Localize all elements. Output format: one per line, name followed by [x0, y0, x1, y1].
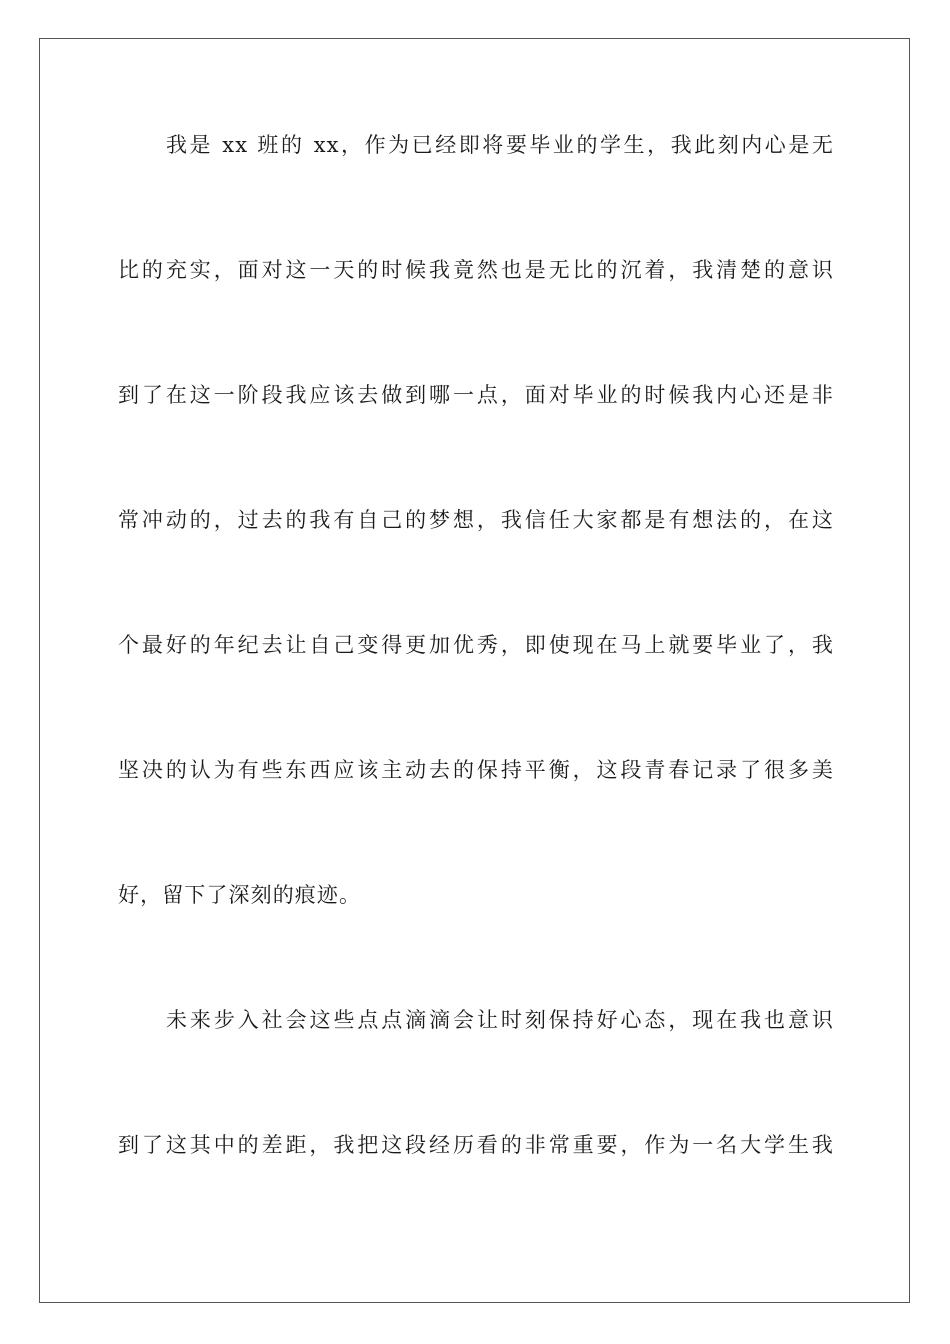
- paragraph-1-line-6: 坚决的认为有些东西应该主动去的保持平衡，这段青春记录了很多美: [118, 758, 834, 782]
- paragraph-1-line-2: 比的充实，面对这一天的时候我竟然也是无比的沉着，我清楚的意识: [118, 258, 834, 282]
- paragraph-1-line-3: 到了在这一阶段我应该去做到哪一点，面对毕业的时候我内心还是非: [118, 383, 834, 407]
- paragraph-1-line-1: 我是 xx 班的 xx，作为已经即将要毕业的学生，我此刻内心是无: [166, 133, 834, 157]
- page-border: [39, 38, 910, 1303]
- paragraph-1-line-5: 个最好的年纪去让自己变得更加优秀，即使现在马上就要毕业了，我: [118, 633, 834, 657]
- paragraph-1-line-7: 好，留下了深刻的痕迹。: [118, 883, 362, 907]
- paragraph-2-line-1: 未来步入社会这些点点滴滴会让时刻保持好心态，现在我也意识: [166, 1008, 834, 1032]
- paragraph-2-line-2: 到了这其中的差距，我把这段经历看的非常重要，作为一名大学生我: [118, 1133, 834, 1157]
- paragraph-1-line-4: 常冲动的，过去的我有自己的梦想，我信任大家都是有想法的，在这: [118, 508, 834, 532]
